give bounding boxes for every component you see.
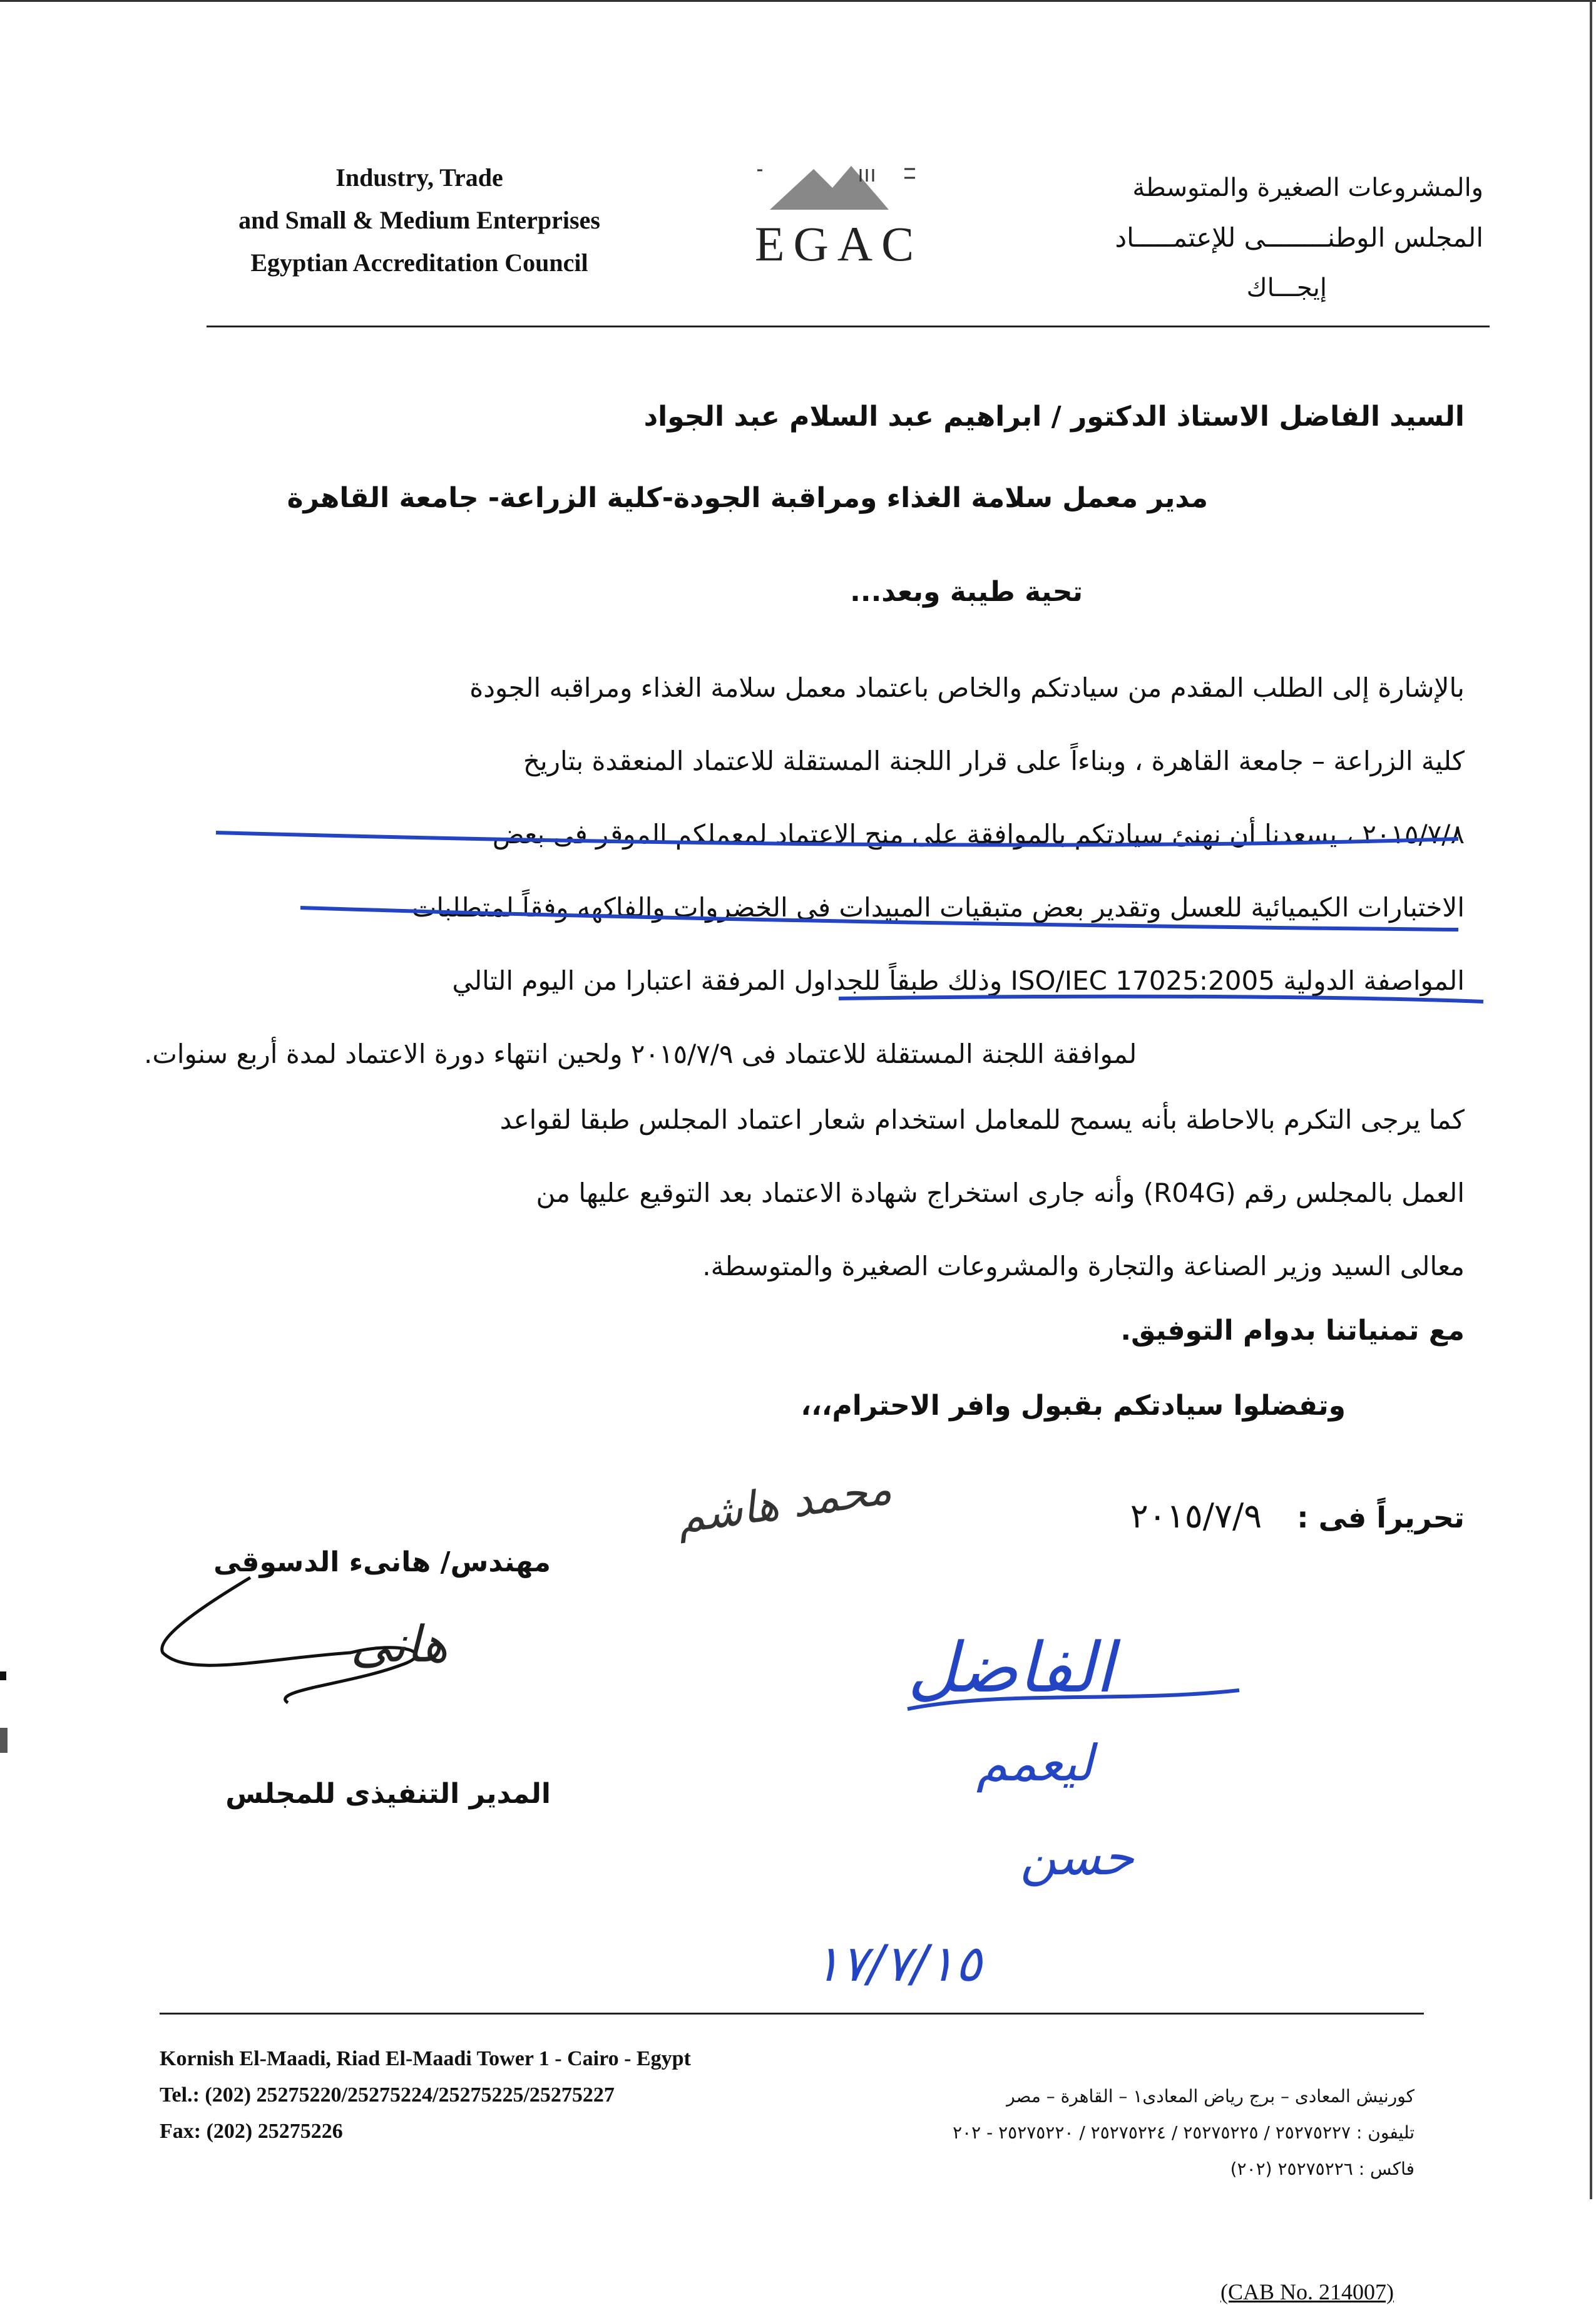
date-value: ٢٠١٥/٧/٩: [1130, 1496, 1262, 1536]
handwritten-note: ليعمم: [976, 1734, 1093, 1792]
footer-arabic: [789, 2078, 1414, 2187]
footer-ar-address: كورنيش المعادى – برج رياض المعادى١ – القاهرة – مصر: [1006, 2086, 1414, 2107]
addressee: السيد الفاضل الاستاذ الدكتور / ابراهيم عبد السلام عبد الجواد: [643, 401, 1465, 433]
paragraph-1-line: لموافقة اللجنة المستقلة للاعتماد فى ٢٠١٥/٧/٩ ولحين انتهاء دورة الاعتماد لمدة أربع سنوات.: [144, 1039, 1137, 1069]
header-ar-line-3: إيجـــاك: [1246, 274, 1327, 302]
footer-telephone: Tel.: (202) 25275220/25275224/25275225/25275227: [160, 2083, 615, 2107]
footer-address: Kornish El-Maadi, Riad El-Maadi Tower 1 - Cairo - Egypt: [160, 2047, 691, 2070]
underline-mark: [839, 997, 1483, 1002]
header-en-line-3: Egyptian Accreditation Council: [250, 249, 588, 277]
footer-ar-fax: فاكس : ٢٥٢٧٥٢٢٦ (٢٠٢): [1230, 2159, 1414, 2179]
handwritten-note: محمد هاشم: [673, 1462, 895, 1544]
underline-mark: [300, 908, 1458, 930]
header-ar-line-2: المجلس الوطنــــــــى للإعتمـــــاد: [1115, 222, 1483, 253]
paragraph-2-line: العمل بالمجلس رقم (R04G) وأنه جارى استخراج شهادة الاعتماد بعد التوقيع عليها من: [536, 1178, 1465, 1208]
footer-english: [160, 2041, 848, 2150]
closing-respect: وتفضلوا سيادتكم بقبول وافر الاحترام،،،: [801, 1390, 1346, 1422]
signatory-title: المدير التنفيذى للمجلس: [225, 1778, 551, 1810]
paragraph-1-line: المواصفة الدولية ISO/IEC 17025:2005 وذلك طبقاً للجداول المرفقة اعتبارا من اليوم التالي: [452, 965, 1465, 996]
closing-wish: مع تمنياتنا بدوام التوفيق.: [1120, 1315, 1465, 1347]
handwritten-note: هانى: [350, 1615, 448, 1673]
handwritten-date: ١٧/٧/١٥: [814, 1934, 982, 1993]
date-label-text: تحريراً فى :: [1297, 1501, 1465, 1534]
addressee-position: مدير معمل سلامة الغذاء ومراقبة الجودة-كلية الزراعة- جامعة القاهرة: [287, 482, 1208, 514]
paragraph-1-line: كلية الزراعة – جامعة القاهرة ، وبناءاً على قرار اللجنة المستقلة للاعتماد المنعقدة بتاريخ: [523, 746, 1465, 776]
paragraph-1-line: بالإشارة إلى الطلب المقدم من سيادتكم والخاص باعتماد معمل سلامة الغذاء ومراقبه الجودة: [469, 672, 1465, 703]
footer-fax: Fax: (202) 25275226: [160, 2120, 343, 2143]
underline-mark: [216, 833, 1458, 845]
cab-number: (CAB No. 214007): [1220, 2279, 1394, 2304]
handwritten-note: حسن: [1020, 1828, 1134, 1886]
paragraph-1-line: ٢٠١٥/٧/٨ ، يسعدنا أن نهنئ سيادتكم بالموافقة على منح الاعتماد لمعملكم الموقر فى بعض: [492, 819, 1465, 850]
handwritten-note: الفاضل: [908, 1628, 1114, 1708]
paragraph-2-line: كما يرجى التكرم بالاحاطة بأنه يسمح للمعامل استخدام شعار اعتماد المجلس طبقا لقواعد: [499, 1104, 1465, 1135]
signatory-name: مهندس/ هانىء الدسوقى: [213, 1546, 551, 1578]
header-en-line-1: Industry, Trade: [335, 163, 503, 192]
greeting: تحية طيبة وبعد...: [850, 576, 1083, 608]
footer-rule: [160, 2013, 1424, 2015]
header-en-line-2: and Small & Medium Enterprises: [238, 206, 600, 234]
header-ar-line-1: والمشروعات الصغيرة والمتوسطة: [1132, 173, 1483, 202]
paragraph-2-line: معالى السيد وزير الصناعة والتجارة والمشروعات الصغيرة والمتوسطة.: [702, 1251, 1465, 1281]
paragraph-1-line: الاختبارات الكيميائية للعسل وتقدير بعض متبقيات المبيدات فى الخضروات والفاكهه وفقاً لمتطلبات: [411, 892, 1465, 923]
footer-ar-telephone: تليفون : ٢٥٢٧٥٢٢٧ / ٢٥٢٧٥٢٢٥ / ٢٥٢٧٥٢٢٤ / ٢٥٢٧٥٢٢٠ - ٢٠٢: [953, 2122, 1414, 2143]
egac-logo-text: EGAC: [754, 217, 923, 271]
